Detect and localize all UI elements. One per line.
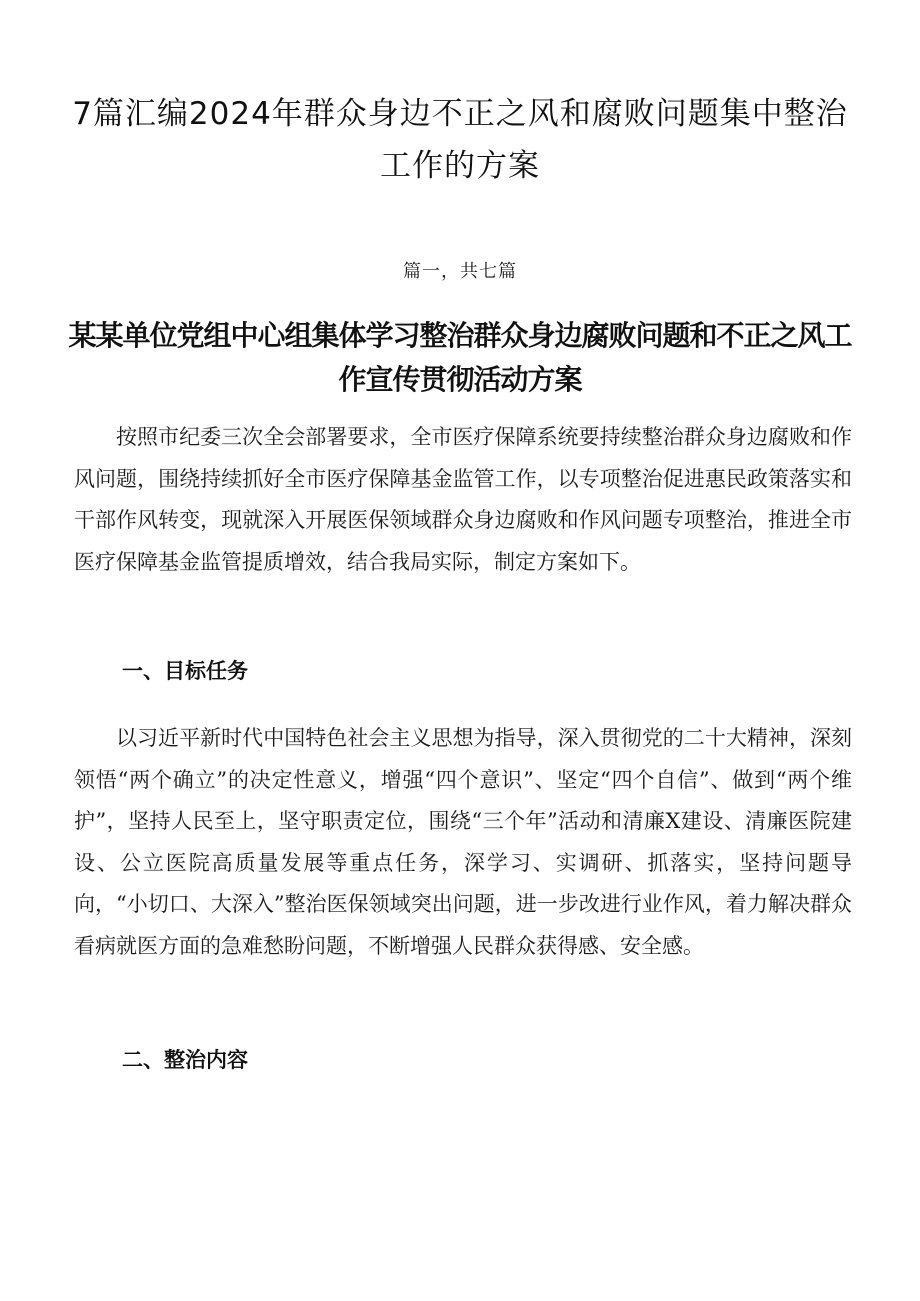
heading-goals: 一、目标任务 [122,659,248,683]
document-title: 7篇汇编2024年群众身边不正之风和腐败问题集中整治工作的方案 [72,96,848,184]
article-title: 某某单位党组中心组集体学习整治群众身边腐败问题和不正之风工作宣传贯彻活动方案 [68,319,852,396]
section-label: 篇一，共七篇 [403,261,517,282]
intro-paragraph: 按照市纪委三次全会部署要求，全市医疗保障系统要持续整治群众身边腐败和作风问题，围绕持续抓好全市医疗保障基金监管工作，以专项整治促进惠民政策落实和干部作风转变，现就深入开展医保领域群众身边腐败和作风问题专项整治，推进全市医疗保障基金监管提质增效，结合我局实际，制定方案如下。 [74,425,852,574]
goal-paragraph: 以习近平新时代中国特色社会主义思想为指导，深入贯彻党的二十大精神，深刻领悟“两个确立”的决定性意义，增强“四个意识”、坚定“四个自信”、做到“两个维护”，坚持人民至上，坚守职责定位，围绕“三个年”活动和清廉X建设、清廉医院建设、公立医院高质量发展等重点任务，深学习、实调研、抓落实，坚持问题导向，“小切口、大深入”整治医保领域突出问题，进一步改进行业作风，着力解决群众看病就医方面的急难愁盼问题，不断增强人民群众获得感、安全感。 [74,726,852,958]
heading-contents: 二、整治内容 [122,1048,248,1072]
